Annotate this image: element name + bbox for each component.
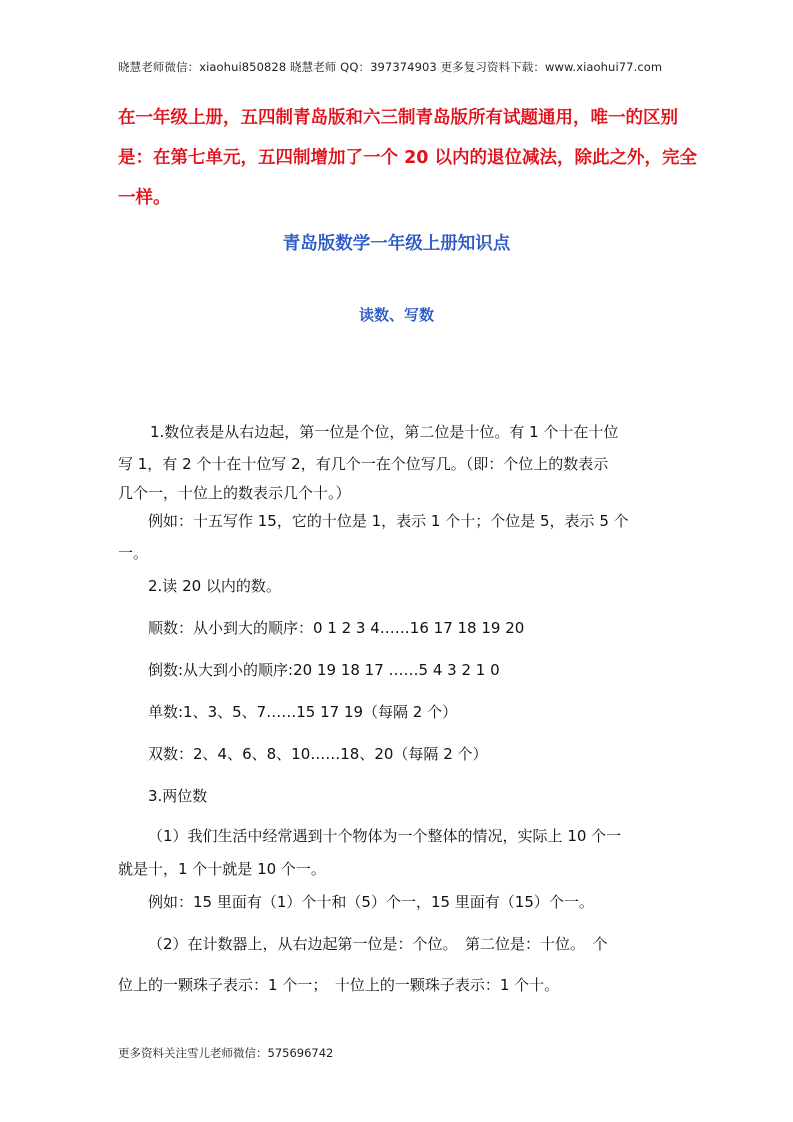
document-title: 青岛版数学一年级上册知识点 [282,234,511,254]
paragraph-2-line-1: 例如：十五写作 15，它的十位是 1，表示 1 个十；个位是 5，表示 5 个 [148,512,629,530]
paragraph-1-line-2: 写 1，有 2 个十在十位写 2，有几个一在个位写几。（即：个位上的数表示 [118,455,609,473]
page-header: 晓慧老师微信：xiaohui850828 晓慧老师 QQ：397374903 更多复习资料下载：www.xiaohui77.com [118,60,663,74]
paragraph-11-line-1: （2）在计数器上，从右边起第一位是：个位。 第二位是：十位。 个 [148,935,608,953]
notice-line-2: 是：在第七单元，五四制增加了一个 20 以内的退位减法，除此之外，完全 [118,148,698,168]
notice-line-1: 在一年级上册，五四制青岛版和六三制青岛版所有试题通用，唯一的区别 [118,108,678,128]
paragraph-9-line-2: 就是十，1 个十就是 10 个一。 [118,860,326,878]
paragraph-two-digit-heading: 3.两位数 [148,787,208,805]
section-title: 读数、写数 [358,306,434,324]
paragraph-odd-numbers: 单数:1、3、5、7……15 17 19（每隔 2 个） [148,703,458,721]
paragraph-1-line-1: 1.数位表是从右边起，第一位是个位，第二位是十位。有 1 个十在十位 [150,423,619,441]
page-footer: 更多资料关注雪儿老师微信：575696742 [118,1046,334,1060]
paragraph-1-line-3: 几个一，十位上的数表示几个十。） [118,484,351,502]
notice-line-3: 一样。 [118,188,171,208]
paragraph-counting-up: 顺数：从小到大的顺序：0 1 2 3 4……16 17 18 19 20 [148,619,525,637]
paragraph-2-line-2: 一。 [118,544,149,562]
paragraph-even-numbers: 双数：2、4、6、8、10……18、20（每隔 2 个） [148,745,488,763]
paragraph-9-line-1: （1）我们生活中经常遇到十个物体为一个整体的情况，实际上 10 个一 [148,827,622,845]
paragraph-11-line-2: 位上的一颗珠子表示：1 个一； 十位上的一颗珠子表示：1 个十。 [118,976,560,994]
paragraph-3: 2.读 20 以内的数。 [148,577,281,595]
paragraph-counting-down: 倒数:从大到小的顺序:20 19 18 17 ……5 4 3 2 1 0 [148,661,500,679]
paragraph-10: 例如：15 里面有（1）个十和（5）个一，15 里面有（15）个一。 [148,893,594,911]
